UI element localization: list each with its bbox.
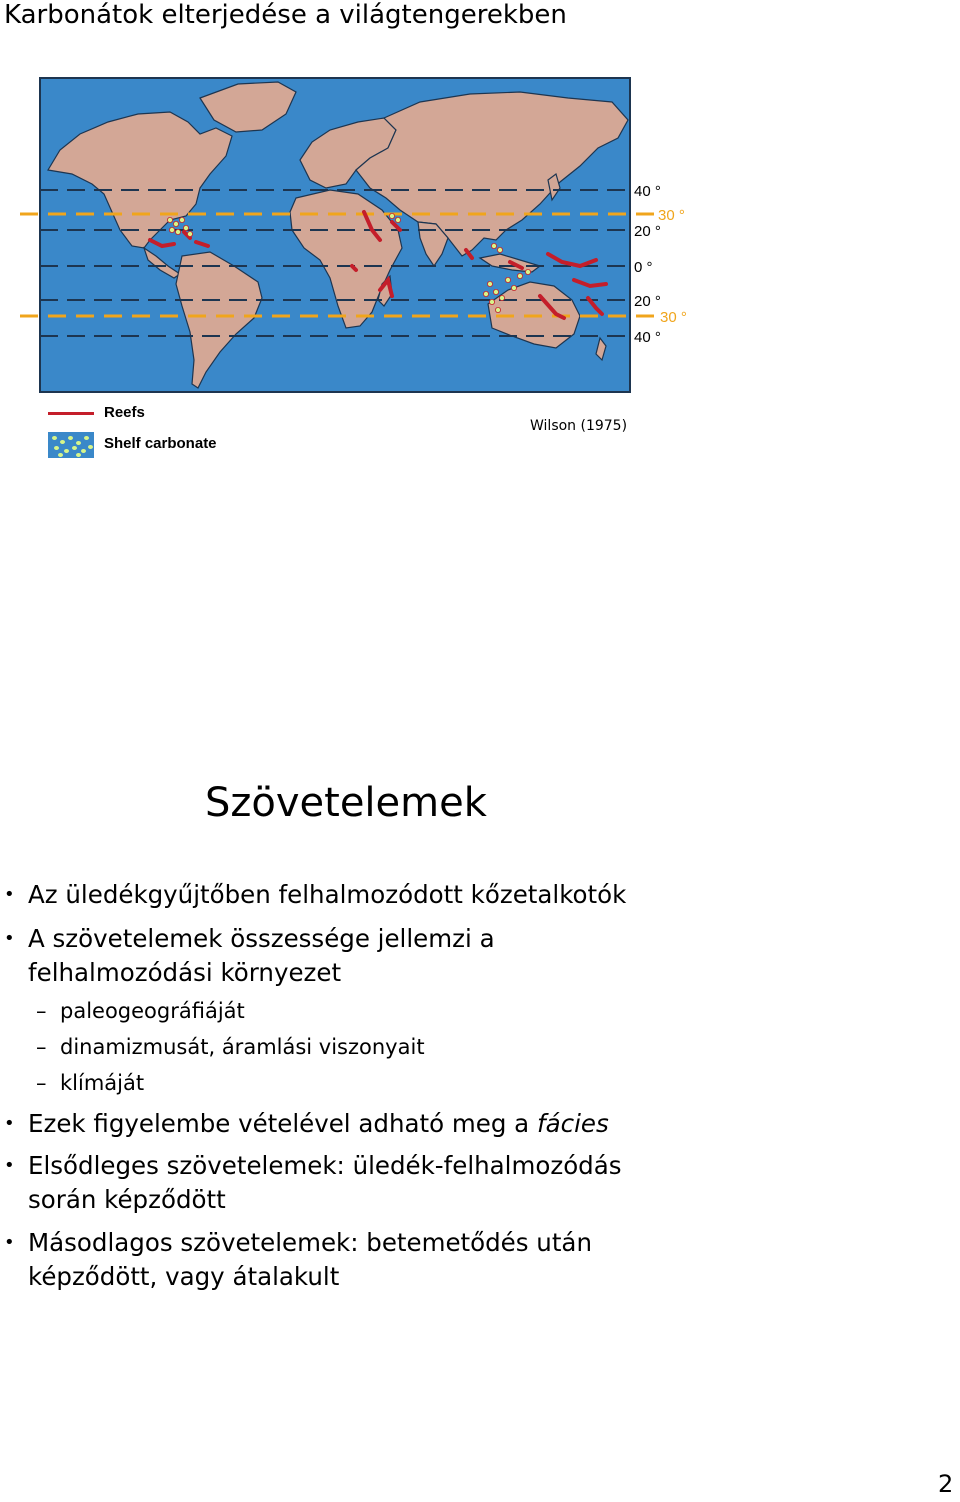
reef-legend-label: Reefs — [104, 404, 145, 421]
bullet-3-italic: fácies — [536, 1109, 609, 1138]
shelf-legend-swatch — [48, 432, 94, 458]
section-title: Szövetelemek — [205, 780, 487, 826]
slide-title: Karbonátok elterjedése a világtengerekben — [4, 0, 567, 30]
sub-item-1-text: paleogeográfiáját — [60, 999, 245, 1023]
lat-label-0: 0 ° — [634, 259, 653, 276]
lat-label-40n: 40 ° — [634, 183, 661, 200]
bullet-5-line-1: • Másodlagos szövetelemek: betemetődés után — [28, 1226, 592, 1260]
map-svg — [0, 70, 720, 400]
tropic-label-north: 30 ° — [658, 207, 685, 224]
tropic-label-south: 30 ° — [660, 309, 687, 326]
bullet-2-line-2: felhalmozódási környezet — [28, 958, 342, 987]
sub-item-3 — [36, 1068, 144, 1098]
sub-item-2-text: dinamizmusát, áramlási viszonyait — [60, 1035, 425, 1059]
bullet-3-text: Ezek figyelembe vételével adható meg a — [28, 1109, 537, 1138]
bullet-4-line-1: • Elsődleges szövetelemek: üledék-felhalmozódás — [28, 1149, 622, 1183]
shelf-legend-label: Shelf carbonate — [104, 435, 217, 452]
bullet-1: • Az üledékgyűjtőben felhalmozódott kőzetalkotók — [28, 878, 626, 912]
world-carbonate-map — [0, 70, 720, 400]
lat-label-40s: 40 ° — [634, 329, 661, 346]
sub-item-2 — [36, 1032, 425, 1062]
page-number: 2 — [938, 1470, 954, 1498]
bullet-2-line-1: • A szövetelemek összessége jellemzi a — [28, 922, 495, 956]
bullet-4-line-2: során képződött — [28, 1185, 226, 1214]
bullet-3 — [28, 1107, 609, 1141]
sub-item-3-text: klímáját — [60, 1071, 145, 1095]
bullet-5-line-2: képződött, vagy átalakult — [28, 1262, 340, 1291]
lat-label-20s: 20 ° — [634, 293, 661, 310]
reef-legend-swatch — [48, 412, 94, 415]
citation: Wilson (1975) — [530, 418, 628, 434]
lat-label-20n: 20 ° — [634, 223, 661, 240]
sub-item-1 — [36, 996, 245, 1026]
